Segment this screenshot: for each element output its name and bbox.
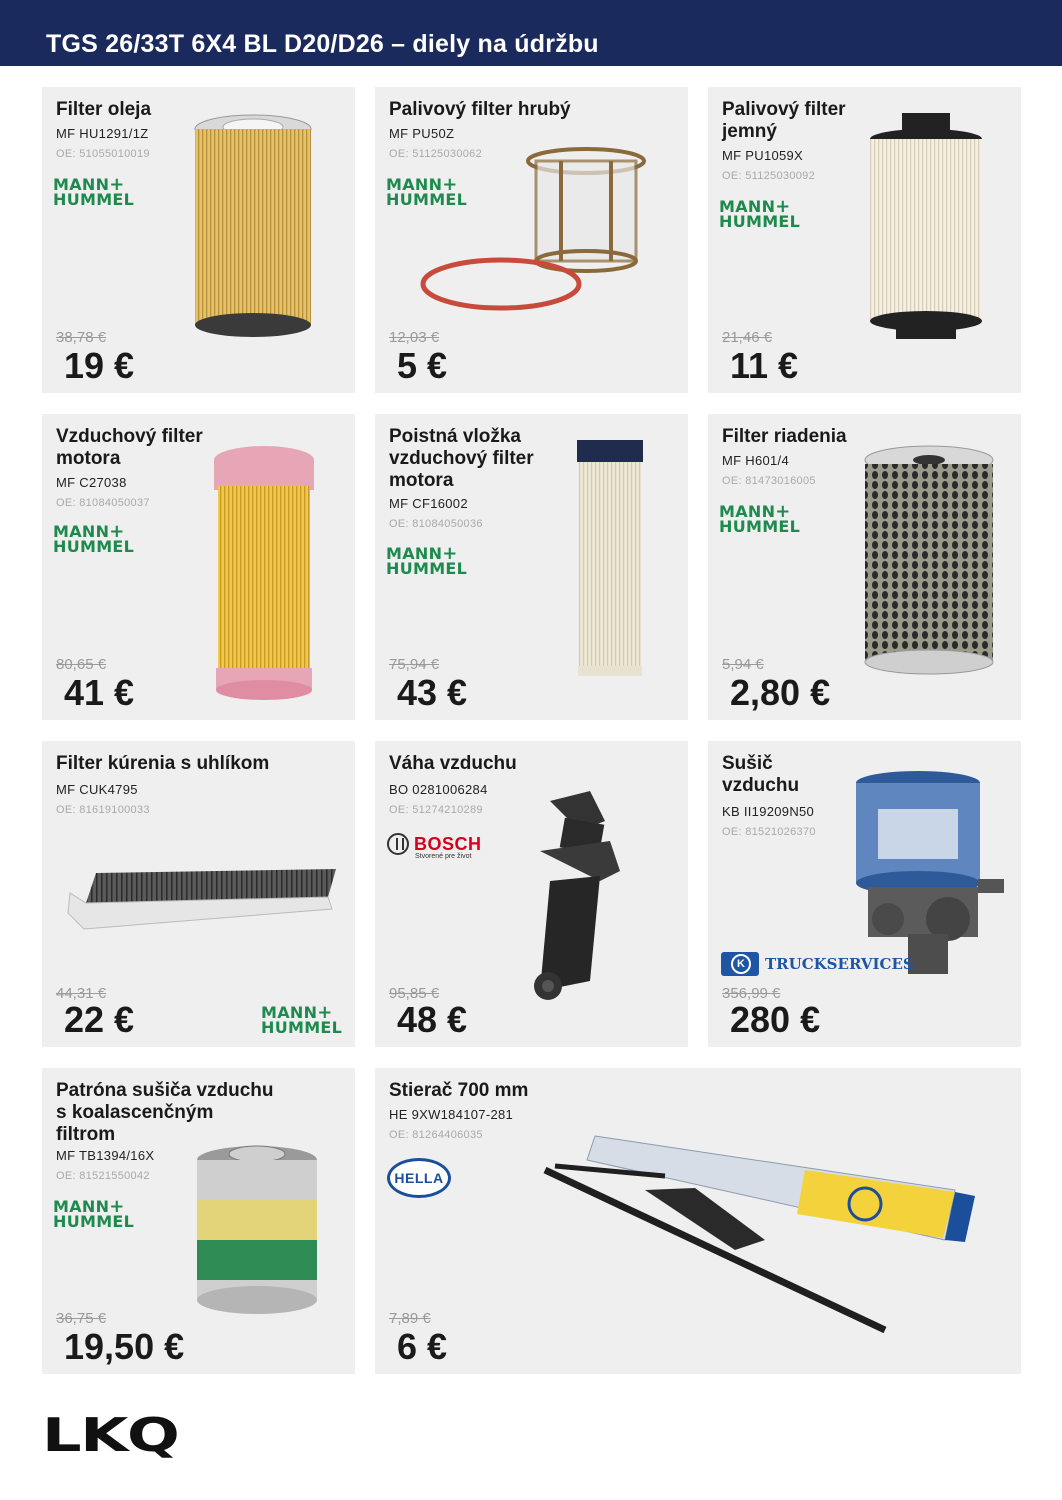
product-part-number: MF H601/4 xyxy=(722,453,790,468)
engine-air-filter-image xyxy=(212,442,316,704)
product-title: Palivový filter jemný xyxy=(722,99,846,142)
air-dryer-cartridge-image xyxy=(192,1140,322,1318)
price: 41 € xyxy=(64,672,135,713)
product-part-number: BO 0281006284 xyxy=(389,782,488,797)
page-title: TGS 26/33T 6X4 BL D20/D26 – diely na údržbu xyxy=(46,30,599,58)
product-title: Filter riadenia xyxy=(722,426,847,447)
product-oe-number: OE: 51125030092 xyxy=(722,170,815,182)
product-oe-number: OE: 81619100033 xyxy=(56,804,150,816)
old-price: 75,94 € xyxy=(389,656,440,673)
price: 5 € xyxy=(397,345,448,386)
price: 11 € xyxy=(730,345,799,386)
air-dryer-image xyxy=(848,769,1008,979)
product-title: Stierač 700 mm xyxy=(389,1080,529,1101)
product-part-number: HE 9XW184107-281 xyxy=(389,1107,514,1122)
mann-hummel-logo: MANN+ HUMMEL xyxy=(719,501,801,536)
mann-hummel-logo: MANN+ HUMMEL xyxy=(386,174,468,209)
air-mass-meter-image xyxy=(510,781,640,1021)
product-oe-number: OE: 81521026370 xyxy=(722,826,816,838)
product-card-wiper-blade[interactable] xyxy=(375,1068,1021,1374)
old-price: 80,65 € xyxy=(56,656,107,673)
product-oe-number: OE: 81264406035 xyxy=(389,1129,483,1141)
price: 48 € xyxy=(397,999,468,1040)
hella-logo: HELLA xyxy=(387,1158,451,1198)
product-oe-number: OE: 81084050037 xyxy=(56,497,150,509)
mann-hummel-logo: MANN+ HUMMEL xyxy=(386,543,468,578)
fine-fuel-filter-image xyxy=(866,109,986,349)
product-title: Patróna sušiča vzduchu s koalascenčným filtrom xyxy=(56,1080,274,1145)
product-part-number: MF PU50Z xyxy=(389,126,455,141)
product-oe-number: OE: 51125030062 xyxy=(389,148,482,160)
price: 2,80 € xyxy=(730,672,831,713)
product-part-number: MF CUK4795 xyxy=(56,782,138,797)
old-price: 12,03 € xyxy=(389,329,440,346)
product-title: Váha vzduchu xyxy=(389,753,517,774)
old-price: 5,94 € xyxy=(722,656,764,673)
mann-hummel-logo: MANN+ HUMMEL xyxy=(261,1002,343,1037)
product-card-air-mass-meter[interactable] xyxy=(375,741,688,1047)
lkq-logo: LKQ xyxy=(42,1408,179,1462)
steering-filter-image xyxy=(860,440,998,680)
product-card-air-dryer-cartridge[interactable] xyxy=(42,1068,355,1374)
mann-hummel-logo: MANN+ HUMMEL xyxy=(719,196,801,231)
mann-hummel-logo: MANN+ HUMMEL xyxy=(53,521,135,556)
price: 43 € xyxy=(397,672,468,713)
old-price: 44,31 € xyxy=(56,985,107,1002)
product-card-air-dryer[interactable] xyxy=(708,741,1021,1047)
product-card-cabin-carbon-filter[interactable] xyxy=(42,741,355,1047)
price: 6 € xyxy=(397,1326,448,1367)
product-part-number: MF TB1394/16X xyxy=(56,1148,155,1163)
price: 280 € xyxy=(730,999,821,1040)
product-part-number: MF PU1059X xyxy=(722,148,804,163)
bosch-logo: BOSCH Stvorené pre život xyxy=(387,833,482,855)
product-card-oil-filter[interactable] xyxy=(42,87,355,393)
product-part-number: MF HU1291/1Z xyxy=(56,126,149,141)
product-part-number: MF CF16002 xyxy=(389,496,468,511)
old-price: 95,85 € xyxy=(389,985,440,1002)
product-title: Poistná vložka vzduchový filter motora xyxy=(389,426,534,491)
product-oe-number: OE: 51274210289 xyxy=(389,804,483,816)
product-title: Palivový filter hrubý xyxy=(389,99,571,120)
product-title: Sušič vzduchu xyxy=(722,753,800,796)
old-price: 356,99 € xyxy=(722,985,781,1002)
page-header xyxy=(0,0,1062,66)
product-card-engine-air-filter[interactable] xyxy=(42,414,355,720)
product-part-number: MF C27038 xyxy=(56,475,127,490)
oil-filter-image xyxy=(190,109,316,341)
product-card-safety-air-filter[interactable] xyxy=(375,414,688,720)
safety-air-filter-image xyxy=(575,436,645,682)
product-title: Filter oleja xyxy=(56,99,152,120)
product-title: Filter kúrenia s uhlíkom xyxy=(56,753,270,774)
old-price: 21,46 € xyxy=(722,329,773,346)
cabin-filter-image xyxy=(66,863,336,933)
product-card-steering-filter[interactable] xyxy=(708,414,1021,720)
product-title: Vzduchový filter motora xyxy=(56,426,203,469)
product-oe-number: OE: 51055010019 xyxy=(56,148,150,160)
product-oe-number: OE: 81521550042 xyxy=(56,1170,150,1182)
product-card-coarse-fuel-filter[interactable] xyxy=(375,87,688,393)
product-card-fine-fuel-filter[interactable] xyxy=(708,87,1021,393)
old-price: 36,75 € xyxy=(56,1310,107,1327)
price: 19 € xyxy=(64,345,135,386)
old-price: 38,78 € xyxy=(56,329,107,346)
product-oe-number: OE: 81084050036 xyxy=(389,518,483,530)
old-price: 7,89 € xyxy=(389,1310,431,1327)
price: 19,50 € xyxy=(64,1326,185,1367)
product-oe-number: OE: 81473016005 xyxy=(722,475,816,487)
coarse-fuel-filter-image xyxy=(411,139,651,319)
knorr-bremse-icon xyxy=(721,952,759,976)
product-part-number: KB II19209N50 xyxy=(722,804,815,819)
price: 22 € xyxy=(64,999,135,1040)
wiper-blade-image xyxy=(535,1130,975,1340)
truck-services-logo: K TRUCKSERVICES xyxy=(721,952,914,976)
mann-hummel-logo: MANN+ HUMMEL xyxy=(53,174,135,209)
bosch-armature-icon xyxy=(387,833,409,855)
mann-hummel-logo: MANN+ HUMMEL xyxy=(53,1196,135,1231)
